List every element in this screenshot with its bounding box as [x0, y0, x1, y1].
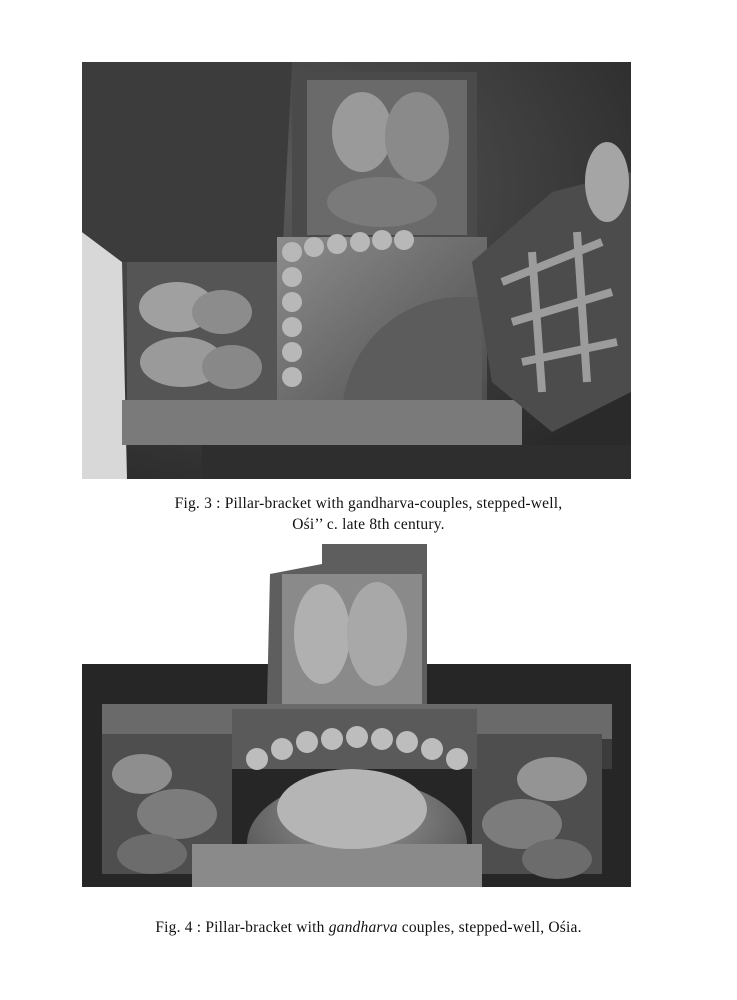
figure-4-caption-line	[0, 917, 737, 938]
figure-3-caption	[0, 493, 737, 535]
figure-3-caption-line-2: Ośi’’ c. late 8th century.	[292, 516, 445, 533]
figure-4-caption-suffix: couples, stepped-well, Ośia.	[397, 919, 582, 936]
figure-4-caption-italic: gandharva	[328, 919, 398, 936]
figure-3-image	[82, 62, 631, 479]
figure-4-caption	[0, 917, 737, 938]
figure-4-photo	[82, 544, 631, 887]
figure-3-caption-line-1: Fig. 3 : Pillar-bracket with gandharva-couples, stepped-well,	[174, 495, 563, 512]
figure-4-image	[82, 544, 631, 887]
figure-3-photo	[82, 62, 631, 479]
figure-4-caption-prefix: Fig. 4 : Pillar-bracket with	[155, 919, 329, 936]
